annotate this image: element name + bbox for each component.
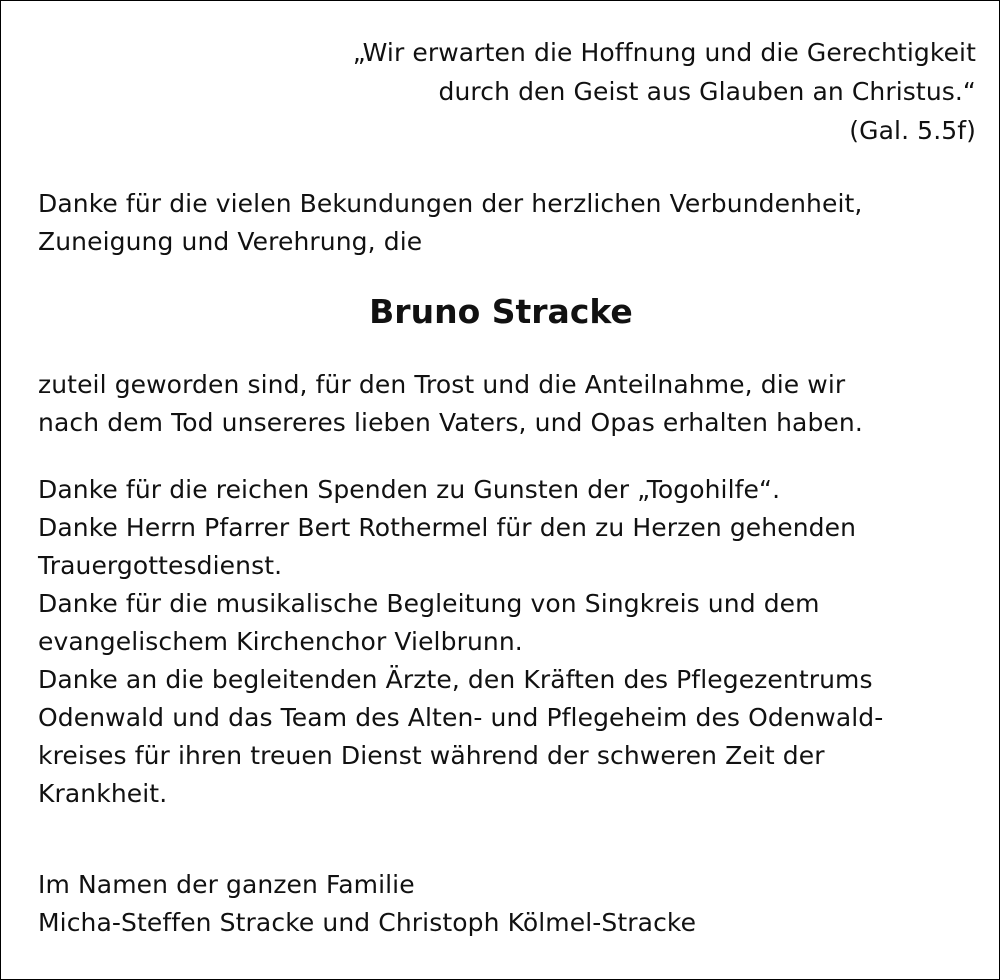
thanks-line: Danke Herrn Pfarrer Bert Rothermel für den zu Herzen gehenden: [38, 513, 857, 542]
thanks-line: Danke an die begleitenden Ärzte, den Kräften des Pflegezentrums: [38, 665, 873, 694]
thanks-line: Trauergottesdienst.: [38, 551, 283, 580]
quote-reference: (Gal. 5.5f): [849, 116, 976, 145]
signature-line-2: Micha-Steffen Stracke und Christoph Kölmel-Stracke: [38, 908, 697, 937]
thanks-line: Danke für die reichen Spenden zu Gunsten der „Togohilfe“.: [38, 475, 781, 504]
quote-line-1: „Wir erwarten die Hoffnung und die Gerechtigkeit: [352, 38, 976, 67]
signature-line-1: Im Namen der ganzen Familie: [38, 870, 415, 899]
thanks-line: kreises für ihren treuen Dienst während der schweren Zeit der: [38, 741, 825, 770]
condolence-line-1: zuteil geworden sind, für den Trost und die Anteilnahme, die wir: [38, 370, 846, 399]
intro-line-2: Zuneigung und Verehrung, die: [38, 227, 423, 256]
intro-paragraph: [38, 185, 968, 261]
deceased-name: Bruno Stracke: [369, 292, 633, 331]
thanks-line: Odenwald und das Team des Alten- und Pflegeheim des Odenwald-: [38, 703, 884, 732]
intro-line-1: Danke für die vielen Bekundungen der herzlichen Verbundenheit,: [38, 189, 863, 218]
signature-block: [38, 866, 968, 942]
bible-quote: [353, 33, 976, 150]
thanks-paragraph: [38, 471, 968, 813]
thanks-line: evangelischem Kirchenchor Vielbrunn.: [38, 627, 523, 656]
condolence-line-2: nach dem Tod unsereres lieben Vaters, und Opas erhalten haben.: [38, 408, 863, 437]
thanks-line: Krankheit.: [38, 779, 168, 808]
condolence-paragraph: [38, 366, 968, 442]
quote-line-2: durch den Geist aus Glauben an Christus.“: [438, 77, 976, 106]
thanks-line: Danke für die musikalische Begleitung von Singkreis und dem: [38, 589, 820, 618]
